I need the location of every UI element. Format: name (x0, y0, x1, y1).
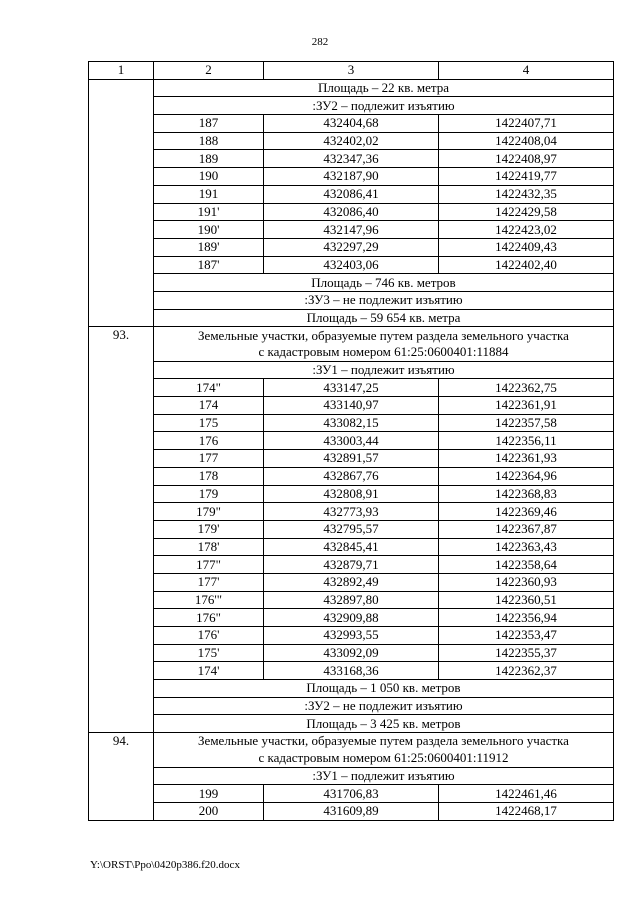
table-row (89, 221, 614, 239)
y-coordinate: 1422419,77 (439, 168, 614, 186)
subheader-row (89, 715, 614, 733)
table-row (89, 238, 614, 256)
span-label: :ЗУ3 – не подлежит изъятию (154, 291, 614, 309)
point-number: 189 (154, 150, 264, 168)
x-coordinate: 433168,36 (264, 662, 439, 680)
table-row (89, 538, 614, 556)
point-number: 174' (154, 662, 264, 680)
point-number: 187' (154, 256, 264, 274)
section-row (89, 344, 614, 361)
section-row (89, 733, 614, 750)
point-number: 176" (154, 609, 264, 627)
subheader-row (89, 697, 614, 715)
point-number: 190' (154, 221, 264, 239)
header-cell: 3 (264, 62, 439, 80)
span-label: :ЗУ2 – подлежит изъятию (154, 97, 614, 115)
point-number: 178' (154, 538, 264, 556)
span-label: Площадь – 3 425 кв. метров (154, 715, 614, 733)
header-cell: 2 (154, 62, 264, 80)
x-coordinate: 432845,41 (264, 538, 439, 556)
span-label: Площадь – 22 кв. метра (154, 79, 614, 97)
x-coordinate: 433082,15 (264, 414, 439, 432)
x-coordinate: 432795,57 (264, 520, 439, 538)
span-label: Площадь – 59 654 кв. метра (154, 309, 614, 327)
y-coordinate: 1422423,02 (439, 221, 614, 239)
x-coordinate: 432892,49 (264, 573, 439, 591)
point-number: 176'" (154, 591, 264, 609)
point-number: 174 (154, 397, 264, 415)
x-coordinate: 432909,88 (264, 609, 439, 627)
y-coordinate: 1422353,47 (439, 627, 614, 645)
x-coordinate: 432891,57 (264, 450, 439, 468)
y-coordinate: 1422357,58 (439, 414, 614, 432)
section-title-line: Земельные участки, образуемые путем раздела земельного участка (154, 327, 614, 344)
y-coordinate: 1422408,97 (439, 150, 614, 168)
y-coordinate: 1422362,75 (439, 379, 614, 397)
point-number: 187 (154, 115, 264, 133)
y-coordinate: 1422361,91 (439, 397, 614, 415)
subheader-row (89, 274, 614, 292)
y-coordinate: 1422363,43 (439, 538, 614, 556)
table-row (89, 802, 614, 820)
table-row (89, 168, 614, 186)
table-row (89, 485, 614, 503)
point-number: 189' (154, 238, 264, 256)
subheader-row (89, 97, 614, 115)
y-coordinate: 1422429,58 (439, 203, 614, 221)
y-coordinate: 1422358,64 (439, 556, 614, 574)
section-row (89, 750, 614, 767)
x-coordinate: 432297,29 (264, 238, 439, 256)
point-number: 199 (154, 785, 264, 803)
x-coordinate: 432897,80 (264, 591, 439, 609)
table-row (89, 414, 614, 432)
point-number: 174" (154, 379, 264, 397)
x-coordinate: 432773,93 (264, 503, 439, 521)
x-coordinate: 432086,41 (264, 185, 439, 203)
point-number: 200 (154, 802, 264, 820)
subheader-row (89, 767, 614, 785)
subheader-row (89, 309, 614, 327)
table-row (89, 467, 614, 485)
table-row (89, 203, 614, 221)
x-coordinate: 432086,40 (264, 203, 439, 221)
y-coordinate: 1422407,71 (439, 115, 614, 133)
table-row (89, 379, 614, 397)
y-coordinate: 1422360,93 (439, 573, 614, 591)
table-row (89, 397, 614, 415)
subheader-row (89, 680, 614, 698)
table-row (89, 150, 614, 168)
point-number: 191' (154, 203, 264, 221)
x-coordinate: 432347,36 (264, 150, 439, 168)
x-coordinate: 431706,83 (264, 785, 439, 803)
coordinates-table (88, 61, 614, 821)
x-coordinate: 433147,25 (264, 379, 439, 397)
y-coordinate: 1422360,51 (439, 591, 614, 609)
x-coordinate: 433092,09 (264, 644, 439, 662)
header-cell: 4 (439, 62, 614, 80)
table-row (89, 591, 614, 609)
section-title-line: Земельные участки, образуемые путем раздела земельного участка (154, 733, 614, 750)
point-number: 179 (154, 485, 264, 503)
table-row (89, 609, 614, 627)
span-label: Площадь – 1 050 кв. метров (154, 680, 614, 698)
point-number: 177' (154, 573, 264, 591)
subheader-row (89, 79, 614, 97)
y-coordinate: 1422468,17 (439, 802, 614, 820)
y-coordinate: 1422356,11 (439, 432, 614, 450)
table-row (89, 450, 614, 468)
x-coordinate: 432993,55 (264, 627, 439, 645)
y-coordinate: 1422362,37 (439, 662, 614, 680)
x-coordinate: 432404,68 (264, 115, 439, 133)
table-row (89, 662, 614, 680)
point-number: 191 (154, 185, 264, 203)
table-row (89, 503, 614, 521)
section-number: 93. (89, 327, 154, 733)
y-coordinate: 1422461,46 (439, 785, 614, 803)
y-coordinate: 1422356,94 (439, 609, 614, 627)
point-number: 177" (154, 556, 264, 574)
point-number: 188 (154, 132, 264, 150)
x-coordinate: 432402,02 (264, 132, 439, 150)
point-number: 190 (154, 168, 264, 186)
x-coordinate: 431609,89 (264, 802, 439, 820)
x-coordinate: 433140,97 (264, 397, 439, 415)
point-number: 176 (154, 432, 264, 450)
point-number: 176' (154, 627, 264, 645)
point-number: 175 (154, 414, 264, 432)
span-label: :ЗУ2 – не подлежит изъятию (154, 697, 614, 715)
table-header-row (89, 62, 614, 80)
x-coordinate: 432808,91 (264, 485, 439, 503)
section-title-line: с кадастровым номером 61:25:0600401:11912 (154, 750, 614, 767)
table-row (89, 785, 614, 803)
table-row (89, 556, 614, 574)
header-cell: 1 (89, 62, 154, 80)
section-title-line: с кадастровым номером 61:25:0600401:11884 (154, 344, 614, 361)
span-label: :ЗУ1 – подлежит изъятию (154, 767, 614, 785)
x-coordinate: 432879,71 (264, 556, 439, 574)
x-coordinate: 432403,06 (264, 256, 439, 274)
table-row (89, 627, 614, 645)
y-coordinate: 1422432,35 (439, 185, 614, 203)
table-row (89, 432, 614, 450)
point-number: 178 (154, 467, 264, 485)
y-coordinate: 1422367,87 (439, 520, 614, 538)
x-coordinate: 432867,76 (264, 467, 439, 485)
point-number: 177 (154, 450, 264, 468)
point-number: 179" (154, 503, 264, 521)
y-coordinate: 1422408,04 (439, 132, 614, 150)
point-number: 179' (154, 520, 264, 538)
section-number: 94. (89, 733, 154, 820)
table-row (89, 132, 614, 150)
section-row (89, 327, 614, 344)
table-row (89, 185, 614, 203)
table-row (89, 256, 614, 274)
y-coordinate: 1422409,43 (439, 238, 614, 256)
table-row (89, 520, 614, 538)
subheader-row (89, 361, 614, 379)
table-row (89, 573, 614, 591)
y-coordinate: 1422355,37 (439, 644, 614, 662)
span-label: Площадь – 746 кв. метров (154, 274, 614, 292)
page-number: 282 (311, 36, 329, 48)
x-coordinate: 432187,90 (264, 168, 439, 186)
x-coordinate: 432147,96 (264, 221, 439, 239)
y-coordinate: 1422368,83 (439, 485, 614, 503)
y-coordinate: 1422369,46 (439, 503, 614, 521)
subheader-row (89, 291, 614, 309)
span-label: :ЗУ1 – подлежит изъятию (154, 361, 614, 379)
y-coordinate: 1422361,93 (439, 450, 614, 468)
x-coordinate: 433003,44 (264, 432, 439, 450)
table-row (89, 115, 614, 133)
empty-cell (89, 79, 154, 327)
table-row (89, 644, 614, 662)
y-coordinate: 1422402,40 (439, 256, 614, 274)
y-coordinate: 1422364,96 (439, 467, 614, 485)
file-path-footer: Y:\ORST\Ppo\0420p386.f20.docx (90, 859, 240, 871)
point-number: 175' (154, 644, 264, 662)
